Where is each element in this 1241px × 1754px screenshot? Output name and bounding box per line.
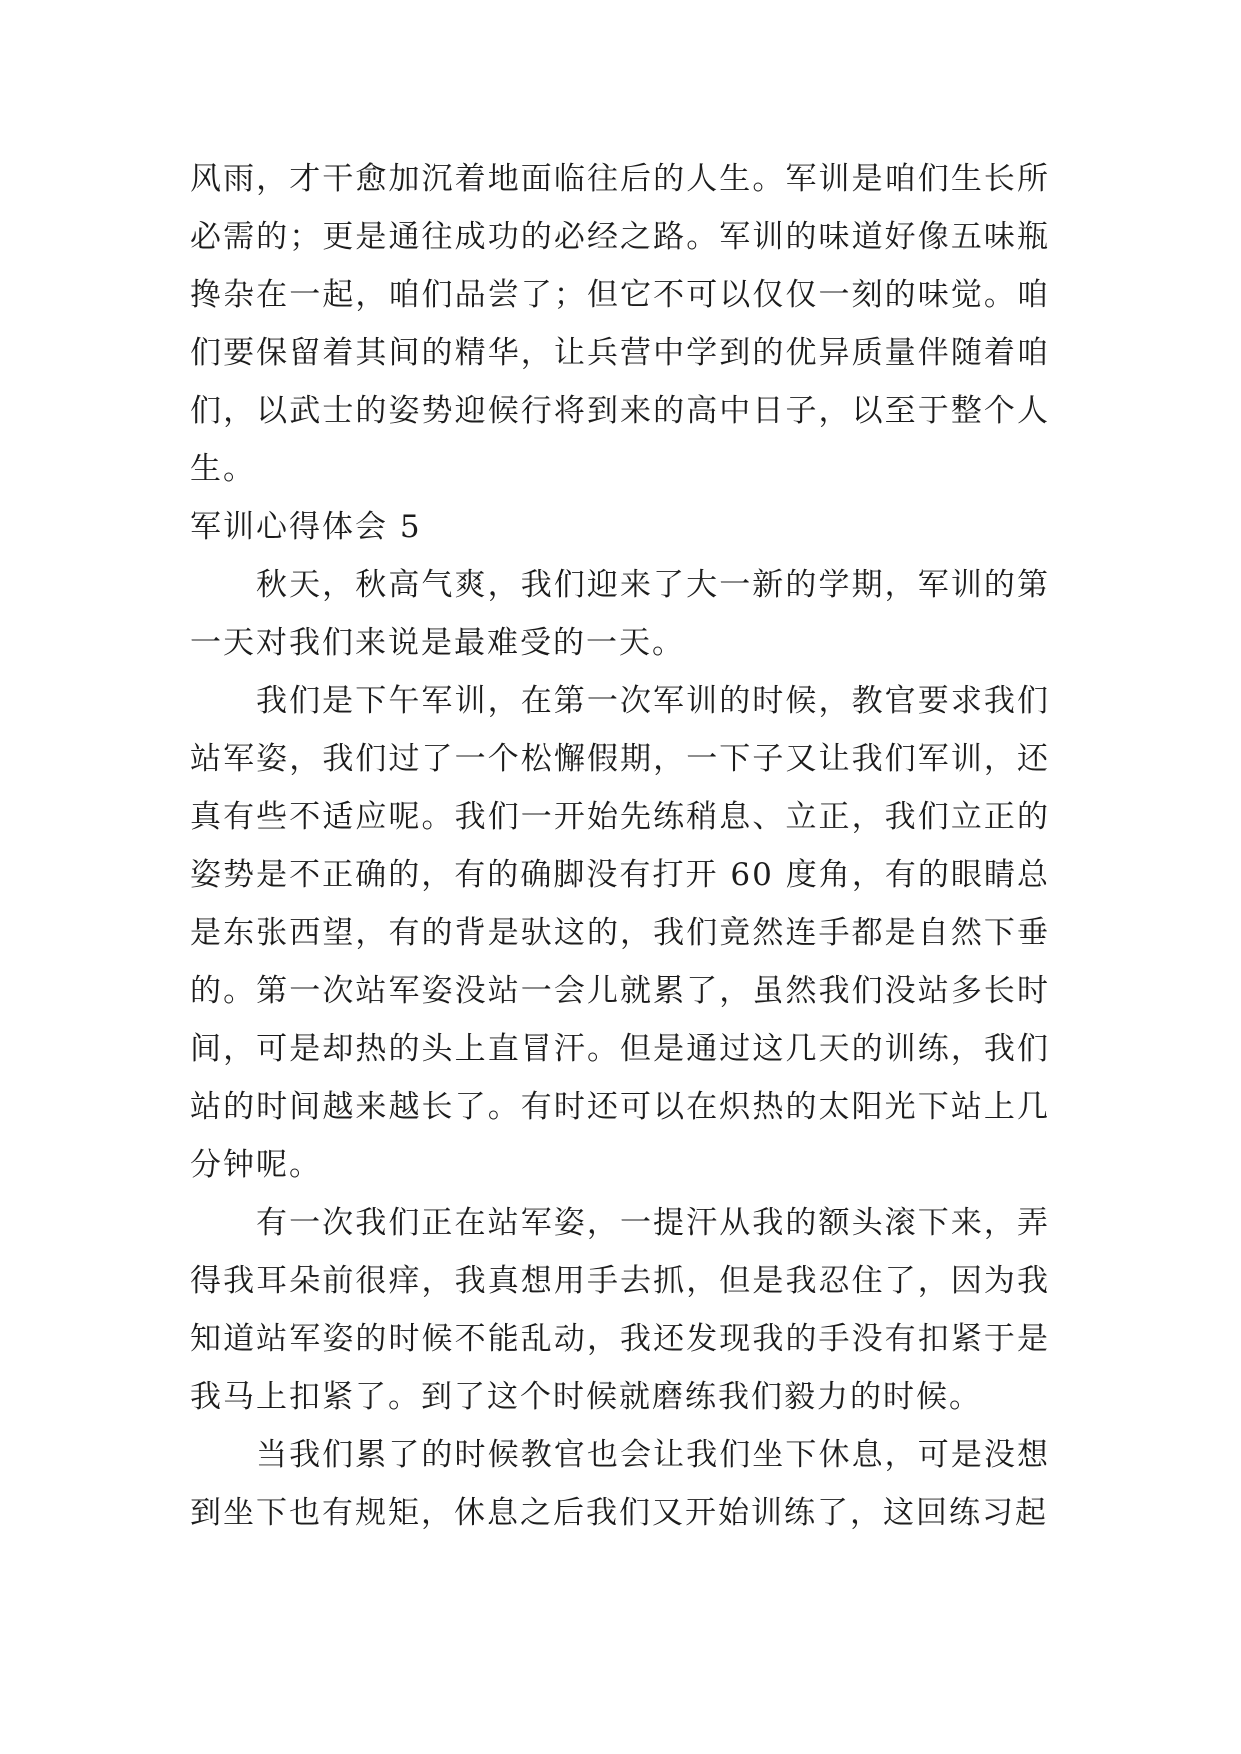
paragraph-continued: 风雨，才干愈加沉着地面临往后的人生。军训是咱们生长所必需的；更是通往成功的必经之路。军训的味道好像五味瓶搀杂在一起，咱们品尝了；但它不可以仅仅一刻的味觉。咱们要保留着其间的精华，让兵营中学到的优异质量伴随着咱们，以武士的姿势迎候行将到来的高中日子，以至于整个人生。: [190, 161, 1050, 487]
document-content: [190, 150, 1050, 1542]
paragraph-rest: 当我们累了的时候教官也会让我们坐下休息，可是没想到坐下也有规矩，休息之后我们又开始训练了，这回练习起: [190, 1437, 1050, 1531]
paragraph-first-training: 我们是下午军训，在第一次军训的时候，教官要求我们站军姿，我们过了一个松懈假期，一下子又让我们军训，还真有些不适应呢。我们一开始先练稍息、立正，我们立正的姿势是不正确的，有的确脚没有打开 60 度角，有的眼睛总是东张西望，有的背是驮这的，我们竟然连手都是自然下垂的。第一次站军姿没站一会儿就累了，虽然我们没站多长时间，可是却热的头上直冒汗。但是通过这几天的训练，我们站的时间越来越长了。有时还可以在炽热的太阳光下站上几分钟呢。: [190, 683, 1050, 1183]
section-heading: 军训心得体会 5: [190, 509, 422, 545]
paragraph-sweat: 有一次我们正在站军姿，一提汗从我的额头滚下来，弄得我耳朵前很痒，我真想用手去抓，但是我忍住了，因为我知道站军姿的时候不能乱动，我还发现我的手没有扣紧于是我马上扣紧了。到了这个时候就磨练我们毅力的时候。: [190, 1205, 1050, 1415]
paragraph-autumn: 秋天，秋高气爽，我们迎来了大一新的学期，军训的第一天对我们来说是最难受的一天。: [190, 567, 1050, 661]
